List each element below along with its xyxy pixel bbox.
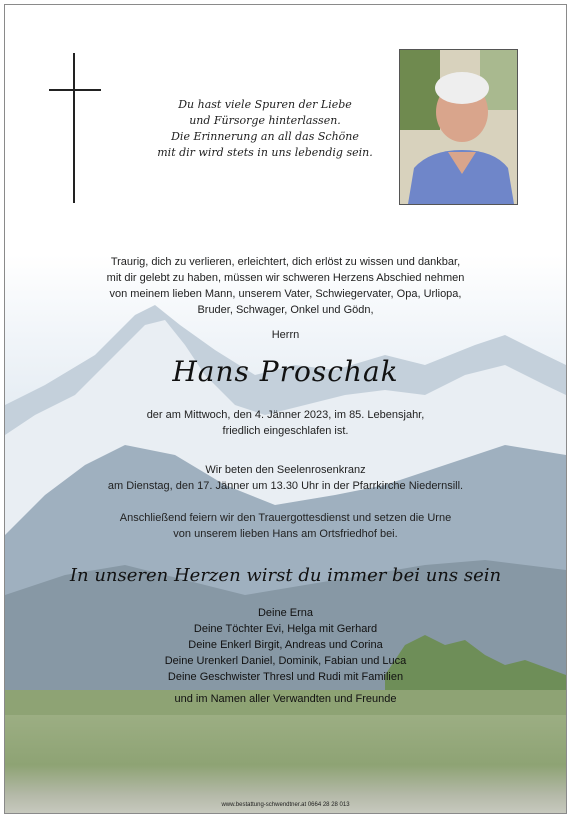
intro-line: mit dir gelebt zu haben, müssen wir schweren Herzens Abschied nehmen bbox=[106, 272, 465, 284]
poem-line: und Fürsorge hinterlassen. bbox=[189, 114, 341, 127]
closing-line: und im Namen aller Verwandten und Freunde bbox=[174, 693, 397, 705]
family-line: Deine Erna bbox=[257, 607, 314, 619]
family-line: Deine Töchter Evi, Helga mit Gerhard bbox=[193, 623, 378, 635]
poem-line: mit dir wird stets in uns lebendig sein. bbox=[157, 146, 373, 159]
poem-line: Die Erinnerung an all das Schöne bbox=[171, 130, 359, 143]
service-line: Anschließend feiern wir den Trauergottesdienst und setzen die Urne bbox=[119, 512, 452, 524]
deceased-name: Hans Proschak bbox=[172, 355, 399, 388]
intro-line: von meinem lieben Mann, unserem Vater, Schwiegervater, Opa, Urliopa, bbox=[109, 288, 462, 300]
footer-contact: www.bestattung-schwendtner.at 0664 28 28 013 bbox=[221, 802, 350, 808]
obituary-card bbox=[4, 4, 567, 814]
rosary-notice bbox=[5, 462, 566, 494]
intro-line: Traurig, dich zu verlieren, erleichtert, dich erlöst zu wissen und dankbar, bbox=[110, 256, 461, 268]
service-notice bbox=[5, 510, 566, 542]
poem bbox=[125, 97, 405, 161]
death-notice bbox=[5, 407, 566, 439]
family-list bbox=[5, 605, 566, 685]
family-line: Deine Geschwister Thresl und Rudi mit Familien bbox=[167, 671, 404, 683]
service-line: von unserem lieben Hans am Ortsfriedhof bei. bbox=[173, 528, 398, 540]
intro-line: Bruder, Schwager, Onkel und Gödn, bbox=[197, 304, 374, 316]
portrait-photo bbox=[399, 49, 518, 205]
rosary-line: Wir beten den Seelenrosenkranz bbox=[205, 464, 366, 476]
salutation: Herrn bbox=[271, 329, 300, 341]
intro-text bbox=[65, 254, 506, 318]
poem-line: Du hast viele Spuren der Liebe bbox=[178, 98, 352, 111]
cross-icon bbox=[49, 53, 101, 203]
family-line: Deine Enkerl Birgit, Andreas und Corina bbox=[188, 639, 383, 651]
death-line: friedlich eingeschlafen ist. bbox=[222, 425, 349, 437]
motto: In unseren Herzen wirst du immer bei uns sein bbox=[69, 565, 502, 586]
death-line: der am Mittwoch, den 4. Jänner 2023, im 85. Lebensjahr, bbox=[146, 409, 425, 421]
rosary-line: am Dienstag, den 17. Jänner um 13.30 Uhr in der Pfarrkirche Niedernsill. bbox=[107, 480, 464, 492]
family-line: Deine Urenkerl Daniel, Dominik, Fabian und Luca bbox=[164, 655, 407, 667]
